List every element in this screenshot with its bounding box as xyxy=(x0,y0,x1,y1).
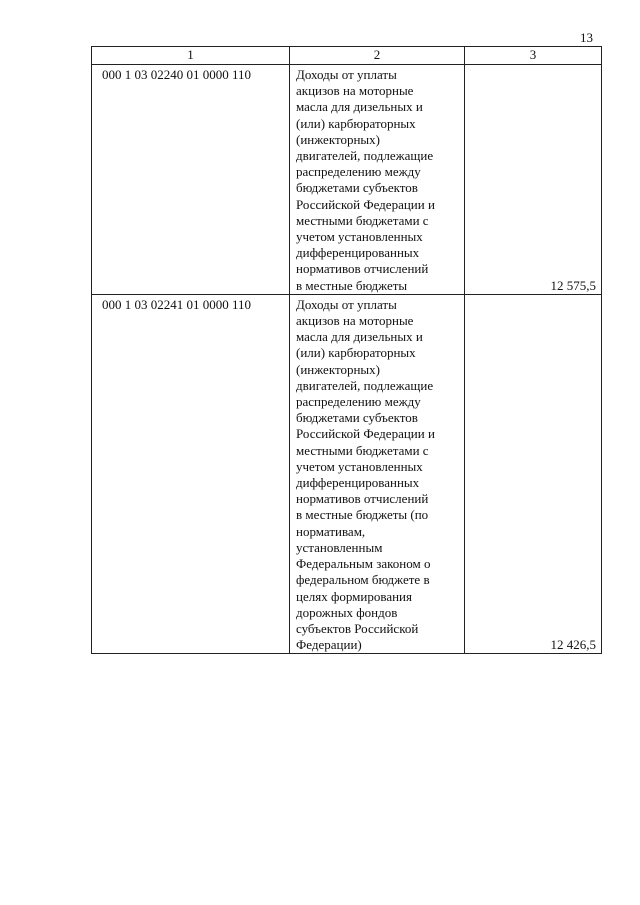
page-number: 13 xyxy=(580,30,593,45)
budget-code-cell: 000 1 03 02241 01 0000 110 xyxy=(92,294,290,653)
column-header-2: 2 xyxy=(290,47,465,65)
table-header-row xyxy=(92,47,602,65)
description-cell xyxy=(290,65,465,295)
column-header-1: 1 xyxy=(92,47,290,65)
column-header-3: 3 xyxy=(465,47,602,65)
revenue-table xyxy=(91,46,602,654)
table-row xyxy=(92,65,602,295)
amount-cell: 12 575,5 xyxy=(465,65,602,295)
table-row xyxy=(92,294,602,653)
description-text: Доходы от уплаты акцизов на моторные масла для дизельных и (или) карбюраторных (инжекторных) двигателей, подлежащие распределению между бюджетами субъектов Российской Федерации и местными бюджетами с учетом установленных дифференцированных нормативов отчислений в местные бюджеты (по нормативам, установленным Федеральным законом о федеральном бюджете в целях формирования дорожных фондов субъектов Российской Федерации) xyxy=(296,296,435,653)
description-cell xyxy=(290,294,465,653)
description-text: Доходы от уплаты акцизов на моторные масла для дизельных и (или) карбюраторных (инжекторных) двигателей, подлежащие распределению между бюджетами субъектов Российской Федерации и местными бюджетами с учетом установленных дифференцированных нормативов отчислений в местные бюджеты xyxy=(296,67,435,293)
budget-code-cell: 000 1 03 02240 01 0000 110 xyxy=(92,65,290,295)
amount-cell: 12 426,5 xyxy=(465,294,602,653)
